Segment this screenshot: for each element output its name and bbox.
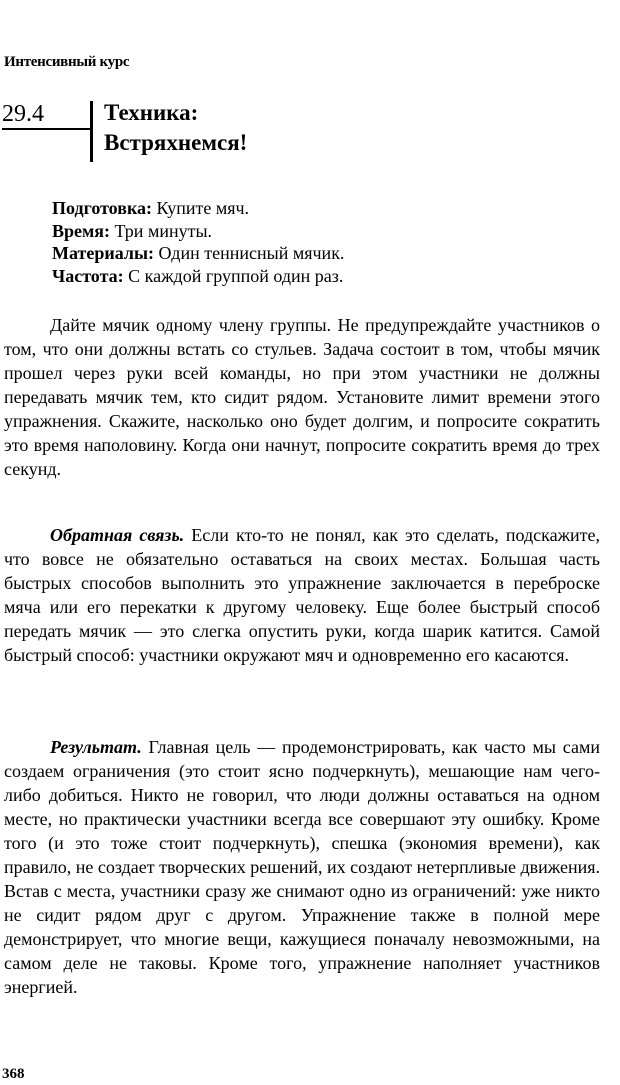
feedback-lead: Обратная связь. — [50, 525, 185, 545]
prep-label: Подготовка: — [52, 198, 153, 218]
prep-label: Материалы: — [52, 243, 155, 263]
page-number: 368 — [2, 1066, 25, 1082]
result-text: Главная цель — продемонстрировать, как часто мы сами создаем ограничения (это стоит ясно подчеркнуть), мешающие нам чего-либо добиться. Никто не говорил, что люди должны оставаться на одном месте, но практически участники всегда все совершают эту ошибку. Кроме того (и это тоже стоит подчеркнуть), спешка (экономия времени), как правило, не создает творческих решений, их создают нетерпливые движения. Встав с места, участники сразу же снимают одно из ограничений: уже никто не сидит рядом друг с другом. Упражнение также в полной мере демонстрирует, что многие вещи, кажущиеся поначалу невозможными, на самом деле не таковы. Кроме того, упражнение наполняет участников энергией. — [4, 737, 600, 997]
feedback-text: Если кто-то не понял, как это сделать, подскажите, что вовсе не обязательно оставаться на своих местах. Большая часть быстрых способов выполнить это упражнение заключается в переброске мяча или его перекатки к другому человеку. Еще более быстрый способ передать мячик — это слегка опустить руки, когда шарик катится. Самой быстрый способ: участники окружают мяч и одновременно его касаются. — [4, 525, 600, 665]
section-title-line-1: Техника: — [104, 100, 199, 125]
section-number: 29.4 — [2, 101, 44, 127]
section-rule-vertical — [90, 101, 93, 162]
prep-value: Купите мяч. — [152, 198, 250, 218]
prep-label: Частота: — [52, 265, 124, 286]
preparation-block — [52, 197, 344, 287]
prep-value: Три минуты. — [110, 220, 213, 241]
paragraph-instructions: Дайте мячик одному члену группы. Не предупреждайте участников о том, что они должны встать со стульев. Задача состоит в том, чтобы мячик прошел через руки всей команды, но при этом участники не должны передавать мячик тем, кто сидит рядом. Установите лимит времени этого упражнения. Скажите, насколько оно будет долгим, и попросите сократить это время наполовину. Когда они начнут, попросите сократить время до трех секунд. — [4, 315, 600, 479]
section-title-line-2: Встряхнемся! — [104, 130, 248, 155]
prep-line-time — [52, 220, 344, 243]
prep-value: Один теннисный мячик. — [154, 243, 345, 263]
section-rule-horizontal — [2, 128, 90, 130]
prep-value: С каждой группой один раз. — [123, 265, 344, 286]
result-lead: Результат. — [50, 737, 142, 757]
paragraph-feedback — [4, 523, 600, 667]
running-head: Интенсивный курс — [4, 54, 130, 70]
prep-line-preparation — [52, 197, 344, 220]
prep-line-frequency — [52, 265, 344, 288]
prep-label: Время: — [52, 220, 110, 241]
paragraph-result — [4, 735, 600, 999]
prep-line-materials — [52, 242, 344, 265]
section-title — [104, 98, 247, 158]
